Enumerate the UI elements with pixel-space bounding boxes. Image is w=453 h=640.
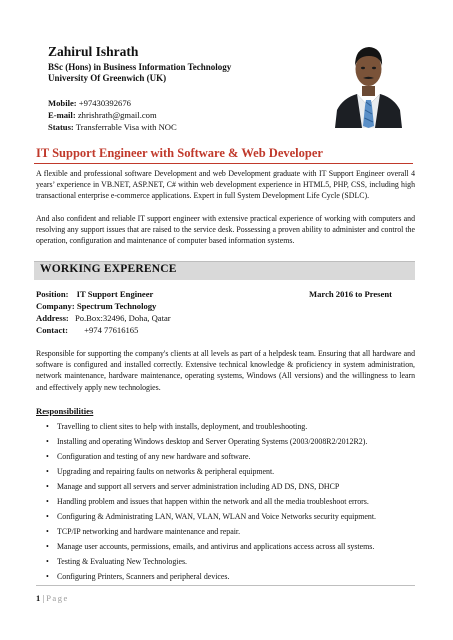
title-underline — [34, 163, 413, 164]
position-line — [36, 289, 153, 300]
company-label: Company: — [36, 301, 75, 311]
job-dates: March 2016 to Present — [309, 289, 392, 299]
objective-paragraph-2: And also confident and reliable IT support engineer with extensive practical experience of working with computers and resolving any support issues that are raised to the service desk. Possessing a proven ability to administer and control the operation, configuration and maintenance of computer based information systems. — [36, 214, 415, 246]
candidate-name: Zahirul Ishrath — [48, 44, 139, 59]
address-label: Address: — [36, 313, 69, 323]
address-value: Po.Box:32496, Doha, Qatar — [74, 313, 171, 323]
responsibility-item: • TCP/IP networking and hardware maintenance and repair. — [57, 527, 240, 537]
mobile-value: +97430392676 — [78, 98, 131, 108]
page-number: 1 — [36, 593, 41, 603]
email-value[interactable]: zhrishrath@gmail.com — [77, 110, 157, 120]
contact-value: +974 77616165 — [84, 325, 139, 335]
contact-label: Contact: — [36, 325, 68, 335]
university: University Of Greenwich (UK) — [48, 73, 167, 83]
responsibility-item: • Handling problem and issues that happen within the network and all the media troubleshoot errors. — [57, 497, 369, 507]
company-line — [36, 301, 156, 312]
degree: BSc (Hons) in Business Information Technology — [48, 62, 232, 72]
job-description: Responsible for supporting the company's clients at all levels as part of a helpdesk team. Ensuring that all hardware and software is configured and installed correctly. Extensive technical knowledge & proficiency in system administration, network maintenance, hardware maintenance, operating systems, Windows (All versions) and the willingness to learn and effectively apply new technologies. — [36, 349, 415, 392]
section-title-experience: WORKING EXPERENCE — [40, 263, 177, 275]
responsibility-item: • Configuring Printers, Scanners and peripheral devices. — [57, 572, 229, 582]
contact-line — [36, 325, 138, 336]
responsibility-item: • Upgrading and repairing faults on networks & peripheral equipment. — [57, 467, 274, 477]
position-value: IT Support Engineer — [76, 289, 154, 299]
responsibility-item: • Configuring & Administrating LAN, WAN, VLAN, WLAN and Voice Networks security equipment. — [57, 512, 376, 522]
responsibilities-heading: Responsibilities — [36, 406, 94, 416]
profile-photo — [333, 36, 404, 128]
footer-separator: | — [42, 593, 45, 603]
portrait-illustration — [333, 36, 404, 128]
objective-paragraph-1: A flexible and professional software Development and web Development graduate with IT Support Engineer overall 4 years’ experience in VB.NET, ASP.NET, C# within web development experience in HTML5, PHP, CSS, including high transactional enterprise e-commerce applications. Expert in full System Development Life Cycle (SDLC). — [36, 169, 415, 201]
responsibility-item: • Configuration and testing of any new hardware and software. — [57, 452, 250, 462]
mobile-line — [48, 98, 131, 109]
status-label: Status: — [48, 122, 74, 132]
responsibility-item: • Manage user accounts, permissions, emails, and antivirus and applications access across all systems. — [57, 542, 374, 552]
email-line — [48, 110, 157, 121]
company-value: Spectrum Technology — [76, 301, 157, 311]
objective-title: IT Support Engineer with Software & Web Developer — [36, 146, 323, 160]
position-label: Position: — [36, 289, 69, 299]
mobile-label: Mobile: — [48, 98, 77, 108]
responsibility-item: • Manage and support all servers and server administration including AD DS, DNS, DHCP — [57, 482, 339, 492]
status-line — [48, 122, 177, 133]
footer-divider — [36, 585, 415, 586]
page-word: Page — [46, 593, 69, 603]
responsibility-item: • Testing & Evaluating New Technologies. — [57, 557, 187, 567]
email-label: E-mail: — [48, 110, 76, 120]
responsibility-item: • Travelling to client sites to help with installs, deployment, and troubleshooting. — [57, 422, 307, 432]
page-footer — [36, 593, 69, 603]
responsibility-item: • Installing and operating Windows desktop and Server Operating Systems (2003/2008R2/2012R2). — [57, 437, 367, 447]
address-line — [36, 313, 171, 324]
status-value: Transferrable Visa with NOC — [75, 122, 177, 132]
